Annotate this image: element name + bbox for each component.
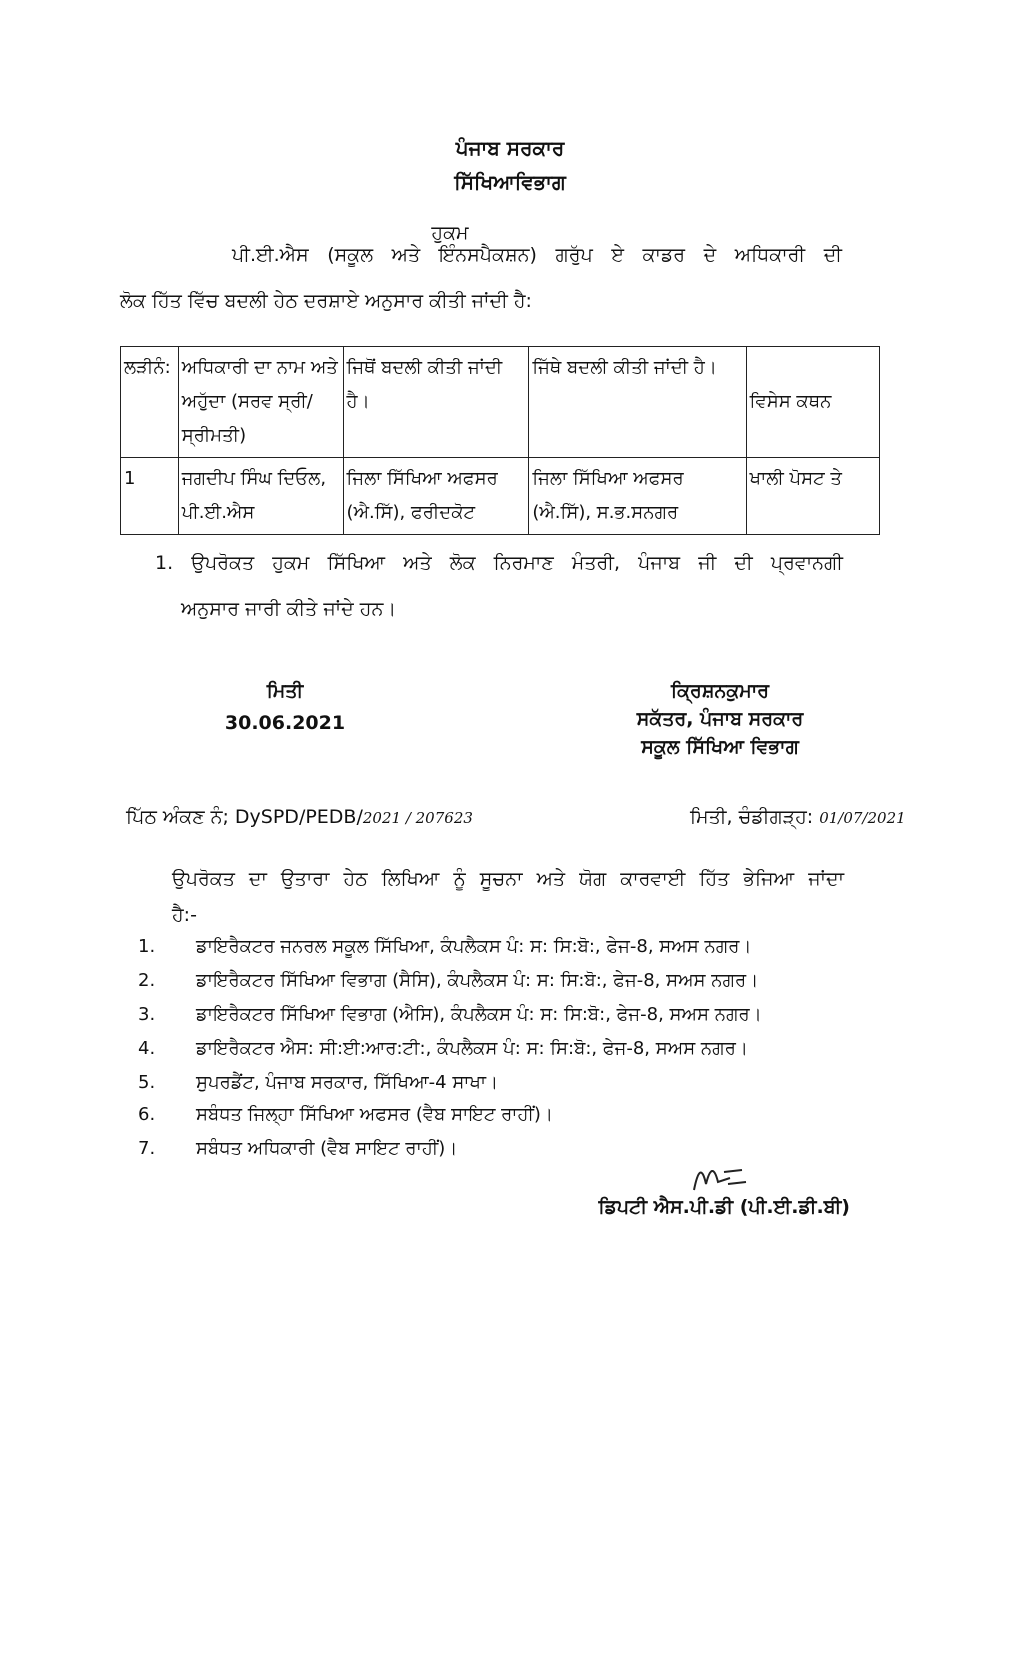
copy-note-line-2: ਹੈ:- [172, 904, 197, 926]
endorsement-label: ਪਿੱਠ ਅੰਕਣ ਨੰ; DySPD/PEDB/ [126, 806, 363, 828]
department-title: ਸਿੱਖਿਆਵਿਭਾਗ [454, 170, 566, 194]
table-header-cell: ਅਧਿਕਾਰੀ ਦਾ ਨਾਮ ਅਤੇ ਅਹੁੱਦਾ (ਸਰਵ ਸ੍ਰੀ/ਸ੍ਰੀਮਤੀ) [178, 347, 343, 458]
table-header-cell: ਲੜੀਨੰ: [121, 347, 179, 458]
signatory-department: ਸਕੂਲ ਸਿੱਖਿਆ ਵਿਭਾਗ [641, 736, 799, 758]
table-cell: ਜਗਦੀਪ ਸਿੰਘ ਦਿਓਲ, ਪੀ.ਈ.ਐਸ [178, 458, 343, 535]
table-cell: ਖਾਲੀ ਪੋਸਟ ਤੇ [746, 458, 879, 535]
table-header-row [121, 347, 880, 458]
transfer-table [120, 346, 880, 535]
deputy-title: ਡਿਪਟੀ ਐਸ.ਪੀ.ਡੀ (ਪੀ.ਈ.ਡੀ.ਬੀ) [598, 1196, 850, 1218]
copy-note-line-1: ਉਪਰੋਕਤ ਦਾ ਉਤਾਰਾ ਹੇਠ ਲਿਖਿਆ ਨੂੰ ਸੂਚਨਾ ਅਤੇ ਯੋਗ ਕਾਰਵਾਈ ਹਿੱਤ ਭੇਜਿਆ ਜਾਂਦਾ [172, 868, 844, 890]
signatory-designation: ਸਕੱਤਰ, ਪੰਜਾਬ ਸਰਕਾਰ [636, 708, 804, 730]
govt-title: ਪੰਜਾਬ ਸਰਕਾਰ [455, 136, 565, 160]
signature-mark [690, 1160, 750, 1196]
order-title: ਹੁਕਮ [431, 222, 469, 244]
endorsement-date [690, 806, 906, 828]
list-item: 6. ਸਬੰਧਤ ਜਿਲ੍ਹਾ ਸਿੱਖਿਆ ਅਫਸਰ (ਵੈਬ ਸਾਇਟ ਰਾਹੀਂ)। [138, 1104, 554, 1125]
handwritten-endorsement-no: 2021 / 207623 [362, 809, 473, 827]
table-row [121, 458, 880, 535]
endorsement-date-label: ਮਿਤੀ, ਚੰਡੀਗੜ੍ਹ: [690, 806, 814, 828]
handwritten-endorsement-date: 01/07/2021 [819, 809, 906, 827]
approval-line-1: 1. ਉਪਰੋਕਤ ਹੁਕਮ ਸਿੱਖਿਆ ਅਤੇ ਲੋਕ ਨਿਰਮਾਣ ਮੰਤਰੀ, ਪੰਜਾਬ ਜੀ ਦੀ ਪ੍ਰਵਾਨਗੀ [155, 552, 843, 574]
date-label: ਮਿਤੀ [266, 680, 304, 702]
date-value: 30.06.2021 [224, 712, 346, 734]
list-item: 3. ਡਾਇਰੈਕਟਰ ਸਿੱਖਿਆ ਵਿਭਾਗ (ਐਸਿ), ਕੰਪਲੈਕਸ ਪੰ: ਸ: ਸਿ:ਬੋ:, ਫੇਜ-8, ਸਅਸ ਨਗਰ। [138, 1004, 762, 1025]
list-item: 2. ਡਾਇਰੈਕਟਰ ਸਿੱਖਿਆ ਵਿਭਾਗ (ਸੈਸਿ), ਕੰਪਲੈਕਸ ਪੰ: ਸ: ਸਿ:ਬੋ:, ਫੇਜ-8, ਸਅਸ ਨਗਰ। [138, 970, 759, 991]
table-header-cell: ਜਿੱਥੇ ਬਦਲੀ ਕੀਤੀ ਜਾਂਦੀ ਹੈ। [529, 347, 746, 458]
endorsement-number [126, 806, 473, 828]
table-header-cell: ਜਿਥੋਂ ਬਦਲੀ ਕੀਤੀ ਜਾਂਦੀ ਹੈ। [343, 347, 529, 458]
table-cell: 1 [121, 458, 179, 535]
list-item: 5. ਸੁਪਰਡੈਂਟ, ਪੰਜਾਬ ਸਰਕਾਰ, ਸਿੱਖਿਆ-4 ਸਾਖਾ। [138, 1072, 499, 1093]
table-header-cell: ਵਿਸੇਸ ਕਥਨ [746, 347, 879, 458]
intro-line-1: ਪੀ.ਈ.ਐਸ (ਸਕੂਲ ਅਤੇ ਇੰਨਸਪੈਕਸ਼ਨ) ਗਰੁੱਪ ਏ ਕਾਡਰ ਦੇ ਅਧਿਕਾਰੀ ਦੀ [232, 244, 842, 266]
list-item: 1. ਡਾਇਰੈਕਟਰ ਜਨਰਲ ਸਕੂਲ ਸਿੱਖਿਆ, ਕੰਪਲੈਕਸ ਪੰ: ਸ: ਸਿ:ਬੋ:, ਫੇਜ-8, ਸਅਸ ਨਗਰ। [138, 936, 752, 957]
approval-line-2: ਅਨੁਸਾਰ ਜਾਰੀ ਕੀਤੇ ਜਾਂਦੇ ਹਨ। [181, 598, 397, 620]
list-item: 7. ਸਬੰਧਤ ਅਧਿਕਾਰੀ (ਵੈਬ ਸਾਇਟ ਰਾਹੀਂ)। [138, 1138, 458, 1159]
list-item: 4. ਡਾਇਰੈਕਟਰ ਐਸ: ਸੀ:ਈ:ਆਰ:ਟੀ:, ਕੰਪਲੈਕਸ ਪੰ: ਸ: ਸਿ:ਬੋ:, ਫੇਜ-8, ਸਅਸ ਨਗਰ। [138, 1038, 748, 1059]
intro-line-2: ਲੋਕ ਹਿੱਤ ਵਿੱਚ ਬਦਲੀ ਹੇਠ ਦਰਸ਼ਾਏ ਅਨੁਸਾਰ ਕੀਤੀ ਜਾਂਦੀ ਹੈ: [120, 290, 532, 312]
table-cell: ਜਿਲਾ ਸਿੱਖਿਆ ਅਫਸਰ (ਐ.ਸਿੱ), ਸ.ਭ.ਸਨਗਰ [529, 458, 746, 535]
signatory-name: ਕ੍ਰਿਸ਼ਨਕੁਮਾਰ [670, 680, 770, 702]
table-cell: ਜਿਲਾ ਸਿੱਖਿਆ ਅਫਸਰ (ਐ.ਸਿੱ), ਫਰੀਦਕੋਟ [343, 458, 529, 535]
